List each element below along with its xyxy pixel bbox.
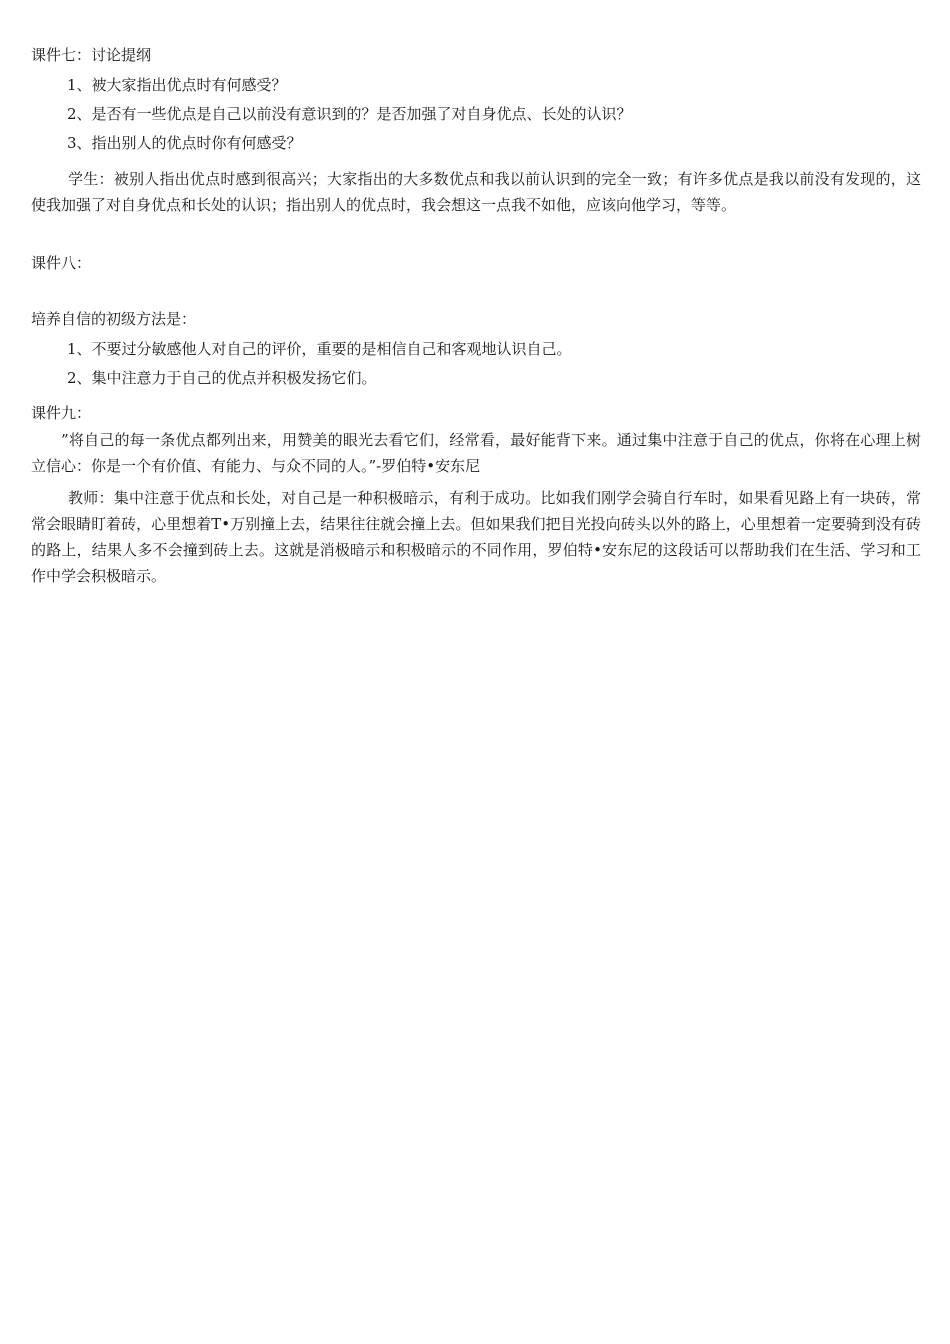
section7-heading: 课件七：讨论提纲: [31, 46, 152, 64]
section7-item-1: 1、被大家指出优点时有何感受？: [67, 76, 287, 94]
quote-paragraph: ”将自己的每一条优点都列出来，用赞美的眼光去看它们，经常看，最好能背下来。通过集中注意于自己的优点，你将在心理上树立信心：你是一个有价值、有能力、与众不同的人。”-罗伯特•安东尼: [31, 431, 921, 475]
teacher-note-paragraph: 教师：集中注意于优点和长处，对自己是一种积极暗示，有利于成功。比如我们刚学会骑自行车时，如果看见路上有一块砖，常常会眼睛盯着砖，心里想着T•万别撞上去，结果往往就会撞上去。但如果我们把目光投向砖头以外的路上，心里想着一定要骑到没有砖的路上，结果人多不会撞到砖上去。这就是消极暗示和积极暗示的不同作用，罗伯特•安东尼的这段话可以帮助我们在生活、学习和工作中学会积极暗示。: [31, 489, 921, 585]
section8-item-2: 2、集中注意力于自己的优点并积极发扬它们。: [67, 369, 377, 387]
section8-item-1: 1、不要过分敏感他人对自己的评价，重要的是相信自己和客观地认识自己。: [67, 340, 572, 358]
student-answer-paragraph: 学生：被别人指出优点时感到很高兴；大家指出的大多数优点和我以前认识到的完全一致；有许多优点是我以前没有发现的，这使我加强了对自身优点和长处的认识；指出别人的优点时，我会想这一点我不如他，应该向他学习，等等。: [31, 170, 921, 214]
section7-item-2: 2、是否有一些优点是自己以前没有意识到的？是否加强了对自身优点、长处的认识？: [67, 105, 632, 123]
section8-heading: 课件八：: [31, 254, 92, 272]
section7-item-3: 3、指出别人的优点时你有何感受？: [67, 134, 302, 152]
section8-subheading: 培养自信的初级方法是：: [31, 310, 197, 328]
section9-heading: 课件九：: [31, 404, 92, 422]
